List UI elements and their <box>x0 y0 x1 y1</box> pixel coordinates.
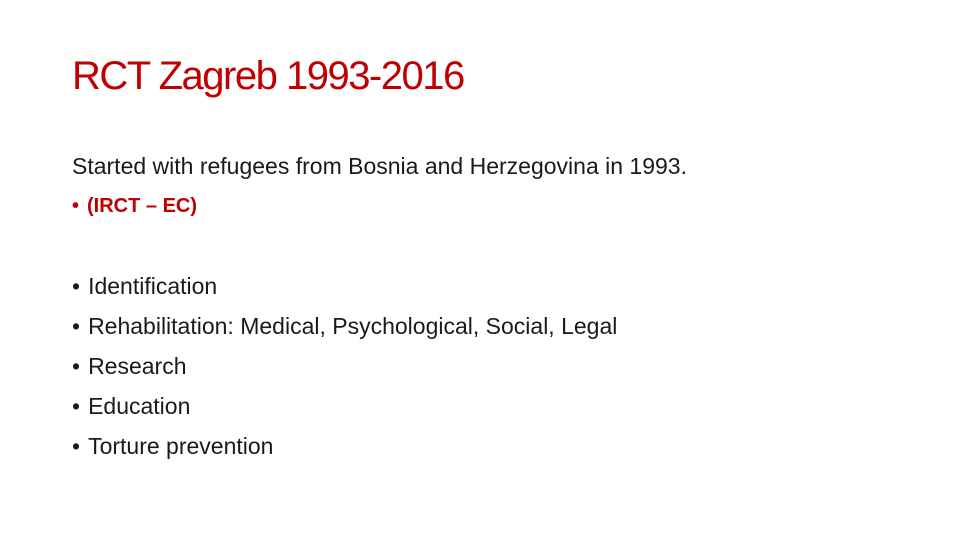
sub-bullet <box>72 186 687 226</box>
slide-body <box>72 146 687 466</box>
list-item-text: Education <box>88 393 191 419</box>
list-item <box>72 346 687 386</box>
sub-bullet-text: (IRCT – EC) <box>87 195 198 217</box>
bullet-icon: • <box>72 353 81 379</box>
bullet-icon: • <box>72 195 80 217</box>
bullet-icon: • <box>72 273 81 299</box>
list-item-text: Identification <box>88 273 218 299</box>
bullet-icon: • <box>72 313 81 339</box>
list-item <box>72 426 687 466</box>
intro-line: Started with refugees from Bosnia and Herzegovina in 1993. <box>72 153 687 179</box>
bullet-icon: • <box>72 393 81 419</box>
list-item <box>72 306 687 346</box>
list-item-text: Rehabilitation: Medical, Psychological, Social, Legal <box>88 313 618 339</box>
list-item <box>72 266 687 306</box>
list-item-text: Torture prevention <box>88 433 274 459</box>
slide-title: RCT Zagreb 1993-2016 <box>72 54 464 98</box>
bullet-icon: • <box>72 433 81 459</box>
list-item-text: Research <box>88 353 187 379</box>
list-item <box>72 386 687 426</box>
